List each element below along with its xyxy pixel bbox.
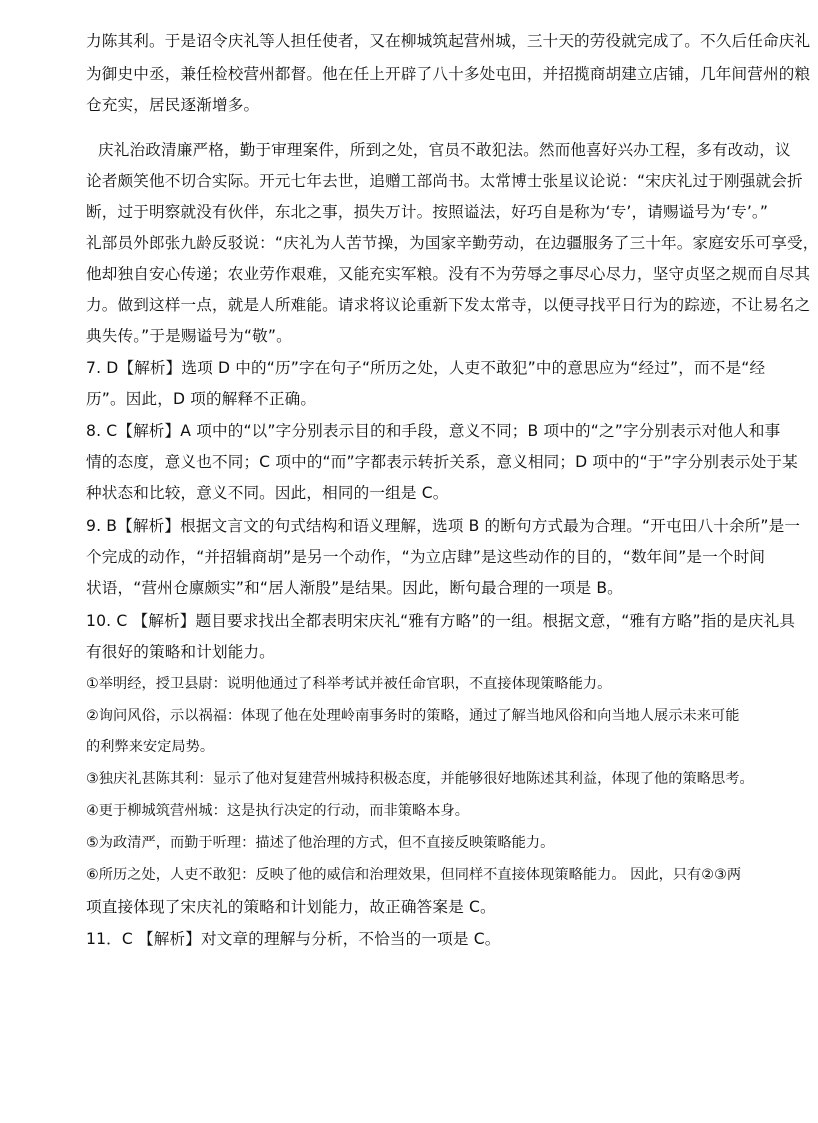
answer-10-item: ③独庆礼甚陈其利：显示了他对复建营州城持积极态度，并能够很好地陈述其利益，体现了他的策略思考。 xyxy=(86,771,754,787)
passage-line: 力陈其利。于是诏令庆礼等人担任使者，又在柳城筑起营州城，三十天的劳役就完成了。不久后任命庆礼 xyxy=(86,32,811,50)
passage-line: 力。做到这样一点，就是人所难能。请求将议论重新下发太常寺，以便寻找平日行为的踪迹，不让易名之 xyxy=(86,296,811,314)
answer-10-item: 的利弊来安定局势。 xyxy=(86,739,215,755)
answer-10-item: ④更于柳城筑营州城：这是执行决定的行动，而非策略本身。 xyxy=(86,803,469,819)
answer-11-line: 11．C 【解析】对文章的理解与分析，不恰当的一项是 C。 xyxy=(86,930,501,948)
passage-line: 他却独自安心传递；农业劳作艰难，又能充实军粮。没有不为劳辱之事尽心尽力，坚守贞坚之规而自尽其 xyxy=(86,265,811,283)
answer-10-item: ⑥所历之处，人吏不敢犯：反映了他的威信和治理效果，但同样不直接体现策略能力。 因此，只有②③两 xyxy=(86,867,742,883)
passage-line: 为御史中丞，兼任检校营州都督。他在任上开辟了八十多处屯田，并招揽商胡建立店铺，几年间营州的粮 xyxy=(86,65,811,83)
passage-line: 庆礼治政清廉严格，勤于审理案件，所到之处，官员不敢犯法。然而他喜好兴办工程，多有改动，议 xyxy=(98,141,791,159)
answer-8-line: 8. C【解析】A 项中的“以”字分别表示目的和手段，意义不同；B 项中的“之”字分别表示对他人和事 xyxy=(86,422,781,440)
answer-10-item: ①举明经，授卫县尉：说明他通过了科举考试并被任命官职，不直接体现策略能力。 xyxy=(86,676,612,692)
passage-line: 礼部员外郎张九龄反驳说：“庆礼为人苦节操，为国家辛勤劳动，在边疆服务了三十年。家庭安乐可享受， xyxy=(86,234,818,252)
answer-7-line: 历”。因此，D 项的解释不正确。 xyxy=(86,390,317,408)
passage-line: 论者颇笑他不切合实际。开元七年去世，追赠工部尚书。太常博士张星议论说：“宋庆礼过于刚强就会折 xyxy=(86,172,803,190)
answer-9-line: 个完成的动作，“并招辑商胡”是另一个动作，“为立店肆”是这些动作的目的，“数年间”是一个时间 xyxy=(86,548,766,566)
answer-10-item: ⑤为政清严，而勤于听理：描述了他治理的方式，但不直接反映策略能力。 xyxy=(86,835,555,851)
passage-line: 断，过于明察就没有伙伴，东北之事，损失万计。按照谥法，好巧自是称为‘专’，请赐谥号为‘专’。” xyxy=(86,203,769,221)
answer-7-line: 7. D【解析】选项 D 中的“历”字在句子“所历之处，人吏不敢犯”中的意思应为“经过”，而不是“经 xyxy=(86,359,766,377)
passage-line: 典失传。”于是赐谥号为“敬”。 xyxy=(86,327,292,345)
answer-10-item: ②询问风俗，示以祸福：体现了他在处理岭南事务时的策略，通过了解当地风俗和向当地人展示未来可能 xyxy=(86,708,740,724)
answer-10-line: 有很好的策略和计划能力。 xyxy=(86,643,275,661)
passage-line: 仓充实，居民逐渐增多。 xyxy=(86,96,260,114)
answer-8-line: 种状态和比较，意义不同。因此，相同的一组是 C。 xyxy=(86,484,449,502)
answer-8-line: 情的态度，意义也不同；C 项中的“而”字都表示转折关系，意义相同；D 项中的“于”字分别表示处于某 xyxy=(86,453,798,471)
answer-9-line: 9. B【解析】根据文言文的句式结构和语义理解，选项 B 的断句方式最为合理。“开屯田八十余所”是一 xyxy=(86,517,801,535)
answer-9-line: 状语，“营州仓廪颇实”和“居人渐殷”是结果。因此，断句最合理的一项是 B。 xyxy=(86,579,623,597)
answer-10-line: 项直接体现了宋庆礼的策略和计划能力，故正确答案是 C。 xyxy=(86,898,496,916)
answer-10-line: 10. C 【解析】题目要求找出全都表明宋庆礼“雅有方略”的一组。根据文意，“雅有方略”指的是庆礼具 xyxy=(86,612,796,630)
